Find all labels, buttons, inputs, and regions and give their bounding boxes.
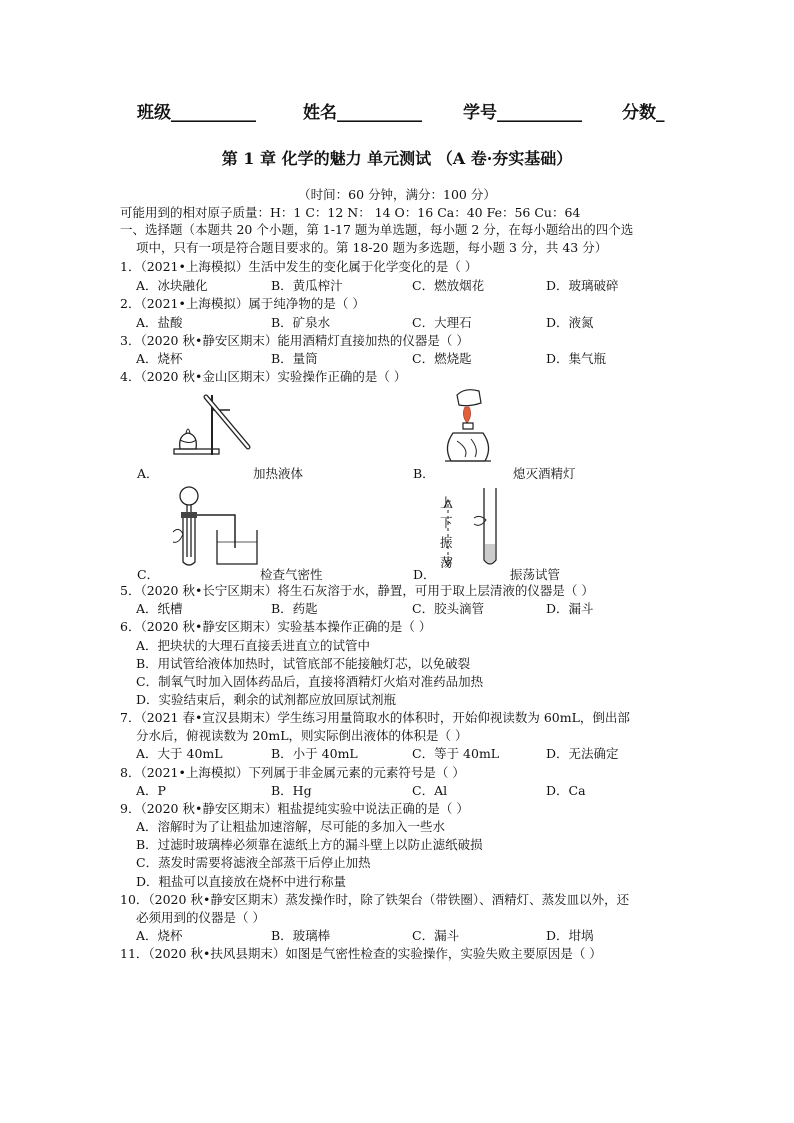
question-7-stem-line-1: 7．（2021 春•宣汉县期末）学生练习用量筒取水的体积时，开始仰视读数为 60mL，倒出部	[120, 710, 630, 725]
question-10-stem-line-2: 必须用到的仪器是（ ）	[136, 910, 265, 925]
question-3-option-c[interactable]: C．燃烧匙	[412, 351, 472, 366]
question-8-option-d[interactable]: D．Ca	[546, 783, 586, 798]
shake-label-1: 振	[440, 535, 453, 550]
student-id-field[interactable]: 学号__________	[463, 103, 582, 123]
question-10-option-c[interactable]: C．漏斗	[412, 928, 460, 943]
question-4-option-a-caption: 加热液体	[253, 466, 304, 481]
question-1-option-a[interactable]: A．冰块融化	[136, 278, 208, 293]
question-4-option-a-letter[interactable]: A．	[137, 466, 159, 481]
question-7-stem-line-2: 分水后，俯视读数为 20mL，则实际倒出液体的体积是（ ）	[136, 728, 468, 743]
question-10-option-a[interactable]: A．烧杯	[136, 928, 183, 943]
question-9-option-d[interactable]: D．粗盐可以直接放在烧杯中进行称量	[136, 874, 347, 889]
page-title: 第 1 章 化学的魅力 单元测试 （A 卷·夯实基础）	[221, 149, 573, 168]
section-intro-line-1: 一、选择题（本题共 20 个小题，第 1-17 题为单选题，每小题 2 分，在每小题给出的四个选	[120, 222, 634, 237]
question-3-option-b[interactable]: B．量筒	[271, 351, 318, 366]
question-2-option-c[interactable]: C．大理石	[412, 315, 472, 330]
question-8-option-a[interactable]: A．P	[136, 783, 166, 798]
question-7-option-b[interactable]: B．小于 40mL	[271, 746, 358, 761]
question-11-stem: 11．（2020 秋•扶风县期末）如图是气密性检查的实验操作，实验失败主要原因是（ ）	[120, 946, 602, 961]
question-7-option-c[interactable]: C．等于 40mL	[412, 746, 500, 761]
question-5-option-a[interactable]: A．纸槽	[136, 601, 183, 616]
question-8-option-b[interactable]: B．Hg	[271, 783, 312, 798]
airtightness-figure	[165, 482, 265, 572]
question-7-option-a[interactable]: A．大于 40mL	[136, 746, 223, 761]
question-1-option-c[interactable]: C．燃放烟花	[412, 278, 485, 293]
question-5-stem: 5．（2020 秋•长宁区期末）将生石灰溶于水，静置，可用于取上层清液的仪器是（ ）	[120, 583, 594, 598]
question-1-stem: 1．（2021•上海模拟）生活中发生的变化属于化学变化的是（ ）	[120, 259, 478, 274]
question-5-option-b[interactable]: B．药匙	[271, 601, 318, 616]
question-6-option-a[interactable]: A．把块状的大理石直接丢进直立的试管中	[136, 638, 371, 653]
question-4-option-d-caption: 振荡试管	[510, 567, 561, 582]
question-6-stem: 6．（2020 秋•静安区期末）实验基本操作正确的是（ ）	[120, 619, 432, 634]
shake-label-up: 上	[440, 495, 453, 510]
question-6-option-b[interactable]: B．用试管给液体加热时，试管底部不能接触灯芯，以免破裂	[136, 656, 471, 671]
question-2-option-d[interactable]: D．液氮	[546, 315, 594, 330]
question-3-stem: 3．（2020 秋•静安区期末）能用酒精灯直接加热的仪器是（ ）	[120, 333, 469, 348]
question-5-option-c[interactable]: C．胶头滴管	[412, 601, 485, 616]
question-2-option-a[interactable]: A．盐酸	[136, 315, 183, 330]
question-9-option-a[interactable]: A．溶解时为了让粗盐加速溶解，尽可能的多加入一些水	[136, 819, 446, 834]
question-10-option-b[interactable]: B．玻璃棒	[271, 928, 331, 943]
question-3-option-a[interactable]: A．烧杯	[136, 351, 183, 366]
question-10-option-d[interactable]: D．坩埚	[546, 928, 594, 943]
name-field[interactable]: 姓名__________	[303, 103, 422, 123]
question-4-option-c-caption: 检查气密性	[260, 567, 323, 582]
exam-info: （时间：60 分钟，满分：100 分）	[298, 187, 496, 202]
student-info-row	[0, 98, 794, 124]
section-intro-line-2: 项中，只有一项是符合题目要求的。第 18-20 题为多选题，每小题 3 分，共 43 分）	[136, 240, 608, 255]
question-6-option-d[interactable]: D．实验结束后，剩余的试剂都应放回原试剂瓶	[136, 692, 397, 707]
question-3-option-d[interactable]: D．集气瓶	[546, 351, 607, 366]
question-6-option-c[interactable]: C．制氧气时加入固体药品后，直接将酒精灯火焰对准药品加热	[136, 674, 484, 689]
question-2-stem: 2．（2021•上海模拟）属于纯净物的是（ ）	[120, 296, 365, 311]
score-field[interactable]: 分数_	[622, 103, 665, 123]
shake-label-2: 荡	[440, 555, 453, 570]
question-9-stem: 9．（2020 秋•静安区期末）粗盐提纯实验中说法正确的是（ ）	[120, 801, 469, 816]
question-4-option-c-letter[interactable]: C．	[137, 567, 160, 582]
question-9-option-b[interactable]: B．过滤时玻璃棒必须靠在滤纸上方的漏斗壁上以防止滤纸破损	[136, 837, 483, 852]
question-9-option-c[interactable]: C．蒸发时需要将滤液全部蒸干后停止加热	[136, 855, 371, 870]
question-5-option-d[interactable]: D．漏斗	[546, 601, 594, 616]
question-4-stem: 4．（2020 秋•金山区期末）实验操作正确的是（ ）	[120, 369, 407, 384]
alcohol-lamp-figure	[435, 385, 505, 470]
question-2-option-b[interactable]: B．矿泉水	[271, 315, 331, 330]
question-7-option-d[interactable]: D．无法确定	[546, 746, 619, 761]
question-1-option-d[interactable]: D．玻璃破碎	[546, 278, 619, 293]
question-1-option-b[interactable]: B．黄瓜榨汁	[271, 278, 343, 293]
question-8-option-c[interactable]: C．Al	[412, 783, 448, 798]
question-4-option-d-letter[interactable]: D．	[413, 567, 436, 582]
heating-liquid-figure	[160, 385, 260, 470]
question-4-option-b-caption: 熄灭酒精灯	[513, 466, 576, 481]
question-10-stem-line-1: 10．（2020 秋•静安区期末）蒸发操作时，除了铁架台（带铁圈）、酒精灯、蒸发皿以外，还	[120, 892, 630, 907]
class-field[interactable]: 班级__________	[137, 103, 256, 123]
atomic-masses: 可能用到的相对原子质量：H：1 C：12 N： 14 O：16 Ca：40 Fe：56 Cu：64	[120, 205, 581, 220]
question-8-stem: 8．（2021•上海模拟）下列属于非金属元素的元素符号是（ ）	[120, 765, 465, 780]
shake-label-down: 下	[440, 515, 453, 530]
question-4-option-b-letter[interactable]: B．	[413, 466, 435, 481]
